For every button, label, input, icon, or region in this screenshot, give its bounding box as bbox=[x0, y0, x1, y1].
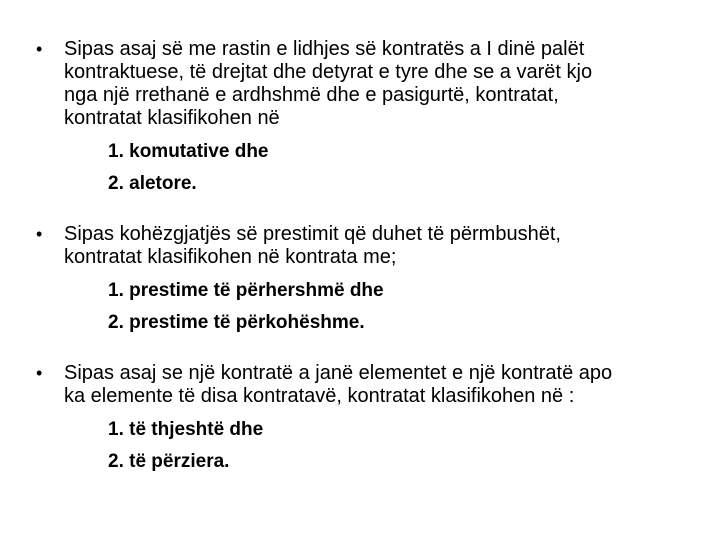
list-item-aleatory: 2. aletore. bbox=[108, 173, 197, 194]
bullet-contract-elements bbox=[36, 362, 686, 473]
bullet-text: Sipas asaj së me rastin e lidhjes së kontratës a I dinë palët bbox=[64, 38, 585, 60]
bullet-performance-duration bbox=[36, 223, 686, 334]
list-item-temporary: 2. prestime të përkohëshme. bbox=[108, 312, 365, 333]
bullet-text-line bbox=[36, 362, 686, 385]
list-item-simple: 1. të thjeshtë dhe bbox=[108, 419, 264, 440]
list-item-permanent: 1. prestime të përhershmë dhe bbox=[108, 280, 384, 301]
bullet-text-line: ka elemente të disa kontratavë, kontratat klasifikohen në : bbox=[64, 385, 575, 407]
bullet-dot-icon: • bbox=[36, 224, 43, 244]
bullet-text: Sipas kohëzgjatjës së prestimit që duhet të përmbushët, bbox=[64, 223, 561, 245]
bullet-text-line: kontraktuese, të drejtat dhe detyrat e tyre dhe se a varët kjo bbox=[64, 61, 593, 83]
bullet-text-line bbox=[36, 38, 686, 61]
bullet-text-line: kontratat klasifikohen në kontrata me; bbox=[64, 246, 397, 268]
bullet-text-line: nga një rrethanë e ardhshmë dhe e pasigurtë, kontratat, bbox=[64, 84, 559, 106]
bullet-text: Sipas asaj se një kontratë a janë elementet e një kontratë apo bbox=[64, 362, 613, 384]
bullet-text-line: kontratat klasifikohen në bbox=[64, 107, 280, 129]
bullet-dot-icon: • bbox=[36, 363, 43, 383]
bullet-contract-certainty bbox=[36, 38, 686, 195]
bullet-dot-icon: • bbox=[36, 39, 43, 59]
list-item-mixed: 2. të përziera. bbox=[108, 451, 230, 472]
bullet-text-line bbox=[36, 223, 686, 246]
list-item-commutative: 1. komutative dhe bbox=[108, 141, 269, 162]
